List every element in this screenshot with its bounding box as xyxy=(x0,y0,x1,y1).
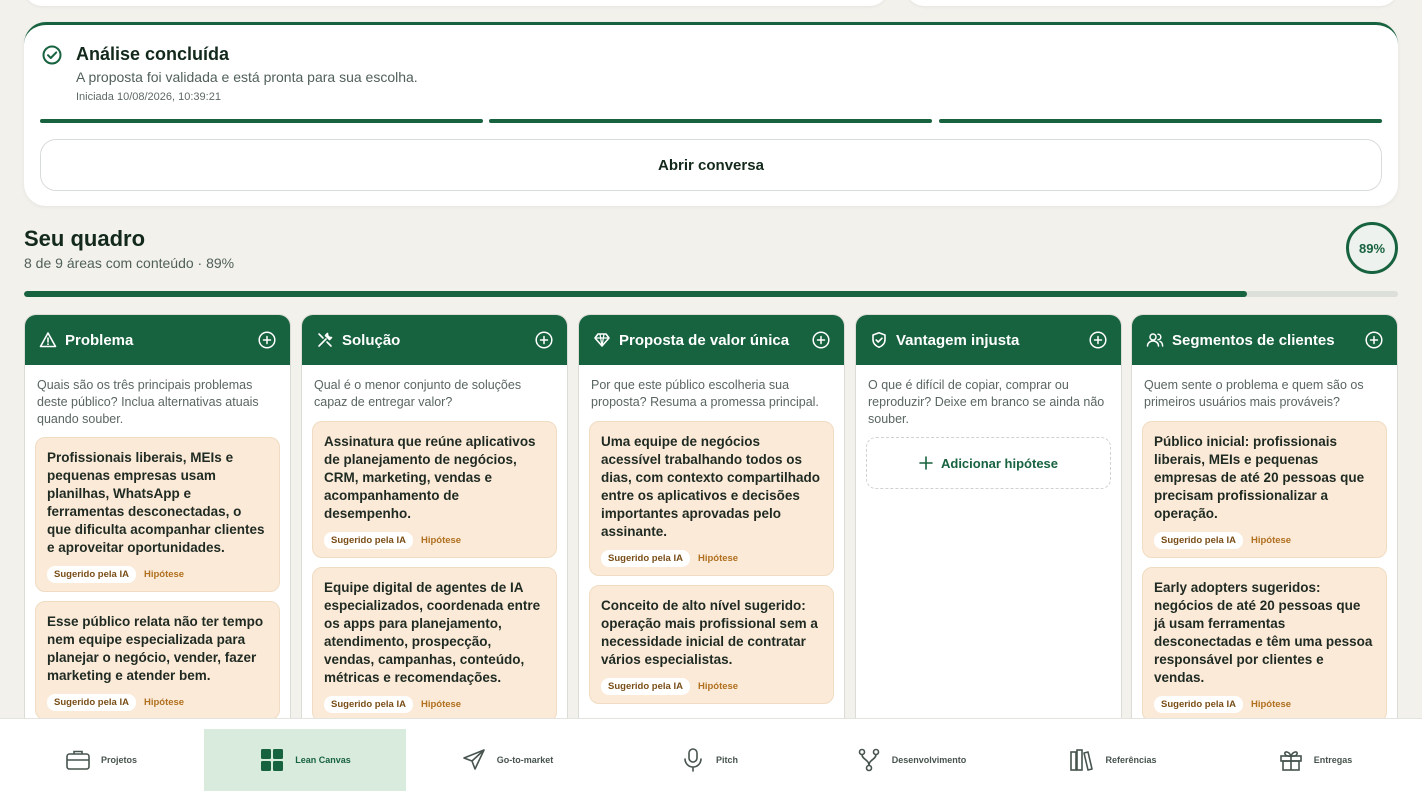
tools-icon xyxy=(316,331,334,349)
card-text: Early adopters sugeridos: negócios de até 20 pessoas que já usam ferramentas desconectadas e têm uma pessoa responsável por clientes e vendas. xyxy=(1154,580,1373,685)
ai-suggested-badge: Sugerido pela IA xyxy=(601,550,690,567)
bottom-nav xyxy=(0,718,1422,800)
card-text: Assinatura que reúne aplicativos de planejamento de negócios, CRM, marketing, vendas e acompanhamento de desempenho. xyxy=(324,434,536,521)
column-question: O que é difícil de copiar, comprar ou reproduzir? Deixe em branco se ainda não souber. xyxy=(868,378,1105,426)
column-segmentos-clientes xyxy=(1131,314,1398,734)
branch-icon xyxy=(856,747,882,773)
warning-triangle-icon xyxy=(39,331,57,349)
card-text: Esse público relata não ter tempo nem equipe especializada para planejar o negócio, vender, fazer marketing e atender bem. xyxy=(47,614,264,683)
nav-label: Entregas xyxy=(1313,755,1353,765)
grid-icon xyxy=(259,747,285,773)
board-progress-fill xyxy=(24,291,1247,297)
column-solucao xyxy=(301,314,568,734)
add-hypothesis-label: Adicionar hipótese xyxy=(940,455,1059,471)
add-circle-icon[interactable] xyxy=(1365,331,1383,349)
ai-suggested-badge: Sugerido pela IA xyxy=(1154,696,1243,713)
diamond-icon xyxy=(593,331,611,349)
column-header xyxy=(25,315,290,365)
hypothesis-card[interactable] xyxy=(35,601,280,720)
hypothesis-card[interactable] xyxy=(1142,421,1387,558)
progress-step-1 xyxy=(40,119,483,123)
board-subtitle: 8 de 9 áreas com conteúdo · 89% xyxy=(24,255,235,271)
nav-entregas[interactable] xyxy=(1214,729,1416,791)
card-text: Uma equipe de negócios acessível trabalhando todos os dias, com contexto compartilhado entre os aplicativos e decisões importantes aprovadas pelo assinante. xyxy=(601,434,821,539)
card-text: Público inicial: profissionais liberais, MEIs e pequenas empresas de até 20 pessoas que precisam profissionalizar a operação. xyxy=(1154,434,1365,521)
users-icon xyxy=(1146,331,1164,349)
nav-label: Projetos xyxy=(100,755,137,765)
add-hypothesis-button[interactable] xyxy=(866,437,1111,489)
nav-projetos[interactable] xyxy=(0,729,202,791)
library-icon xyxy=(1069,747,1095,773)
nav-label: Pitch xyxy=(715,755,738,765)
add-circle-icon[interactable] xyxy=(812,331,830,349)
ai-suggested-badge: Sugerido pela IA xyxy=(1154,532,1243,549)
column-header xyxy=(579,315,844,365)
nav-go-to-market[interactable] xyxy=(406,729,608,791)
ai-suggested-badge: Sugerido pela IA xyxy=(601,678,690,695)
hypothesis-badge: Hipótese xyxy=(697,681,739,692)
board-title: Seu quadro xyxy=(24,226,146,251)
nav-desenvolvimento[interactable] xyxy=(810,729,1012,791)
briefcase-icon xyxy=(65,747,91,773)
hypothesis-badge: Hipótese xyxy=(420,535,462,546)
hypothesis-card[interactable] xyxy=(312,567,557,722)
completion-ring: 89% xyxy=(1346,222,1398,274)
progress-step-2 xyxy=(489,119,932,123)
hypothesis-card[interactable] xyxy=(312,421,557,558)
microphone-icon xyxy=(680,747,706,773)
board-progress-bar xyxy=(24,291,1398,297)
hypothesis-card[interactable] xyxy=(1142,567,1387,722)
check-circle-icon xyxy=(42,45,62,65)
nav-label: Lean Canvas xyxy=(295,755,351,765)
nav-pitch[interactable] xyxy=(608,729,810,791)
column-title: Vantagem injusta xyxy=(896,331,1020,349)
column-header xyxy=(856,315,1121,365)
column-title: Solução xyxy=(342,331,401,349)
nav-label: Go-to-market xyxy=(496,755,554,765)
previous-card-stub-right xyxy=(906,0,1398,6)
column-question: Qual é o menor conjunto de soluções capaz de entregar valor? xyxy=(314,378,522,409)
hypothesis-badge: Hipótese xyxy=(420,699,462,710)
column-title: Proposta de valor única xyxy=(619,331,790,349)
progress-step-3 xyxy=(939,119,1382,123)
analysis-title: Análise concluída xyxy=(76,44,230,64)
column-question: Quem sente o problema e quem são os primeiros usuários mais prováveis? xyxy=(1144,378,1364,409)
plus-icon xyxy=(919,456,933,470)
add-circle-icon[interactable] xyxy=(258,331,276,349)
hypothesis-badge: Hipótese xyxy=(697,553,739,564)
analysis-subtitle: A proposta foi validada e está pronta para sua escolha. xyxy=(76,69,418,85)
analysis-card xyxy=(24,22,1398,206)
ai-suggested-badge: Sugerido pela IA xyxy=(47,694,136,711)
column-title: Problema xyxy=(65,331,134,349)
shield-check-icon xyxy=(870,331,888,349)
card-text: Profissionais liberais, MEIs e pequenas empresas usam planilhas, WhatsApp e ferramentas desconectadas, o que dificulta acompanhar clientes e aproveitar oportunidades. xyxy=(47,450,265,555)
analysis-start-time: Iniciada 10/08/2026, 10:39:21 xyxy=(76,91,221,103)
hypothesis-badge: Hipótese xyxy=(143,697,185,708)
hypothesis-badge: Hipótese xyxy=(1250,699,1292,710)
column-question: Quais são os três principais problemas deste público? Inclua alternativas atuais quando souber. xyxy=(37,378,259,426)
nav-label: Desenvolvimento xyxy=(891,755,967,765)
previous-card-stub xyxy=(24,0,888,6)
ai-suggested-badge: Sugerido pela IA xyxy=(324,696,413,713)
add-circle-icon[interactable] xyxy=(535,331,553,349)
hypothesis-badge: Hipótese xyxy=(1250,535,1292,546)
ai-suggested-badge: Sugerido pela IA xyxy=(324,532,413,549)
hypothesis-card[interactable] xyxy=(589,585,834,704)
column-question: Por que este público escolheria sua proposta? Resuma a promessa principal. xyxy=(591,378,819,409)
column-header xyxy=(302,315,567,365)
ai-suggested-badge: Sugerido pela IA xyxy=(47,566,136,583)
open-conversation-button[interactable]: Abrir conversa xyxy=(40,139,1382,191)
card-text: Equipe digital de agentes de IA especializados, coordenada entre os apps para planejamento, atendimento, prospecção, vendas, campanhas, conteúdo, métricas e recomendações. xyxy=(324,580,541,685)
column-problema xyxy=(24,314,291,734)
column-vantagem-injusta xyxy=(855,314,1122,734)
nav-label: Referências xyxy=(1105,755,1157,765)
card-text: Conceito de alto nível sugerido: operação mais profissional sem a necessidade inicial de contratar vários especialistas. xyxy=(601,598,818,667)
hypothesis-card[interactable] xyxy=(35,437,280,592)
nav-lean-canvas[interactable] xyxy=(204,729,406,791)
nav-referencias[interactable] xyxy=(1012,729,1214,791)
send-icon xyxy=(461,747,487,773)
hypothesis-card[interactable] xyxy=(589,421,834,576)
hypothesis-badge: Hipótese xyxy=(143,569,185,580)
column-header xyxy=(1132,315,1397,365)
add-circle-icon[interactable] xyxy=(1089,331,1107,349)
gift-icon xyxy=(1278,747,1304,773)
column-title: Segmentos de clientes xyxy=(1172,331,1335,349)
column-proposta-valor xyxy=(578,314,845,734)
